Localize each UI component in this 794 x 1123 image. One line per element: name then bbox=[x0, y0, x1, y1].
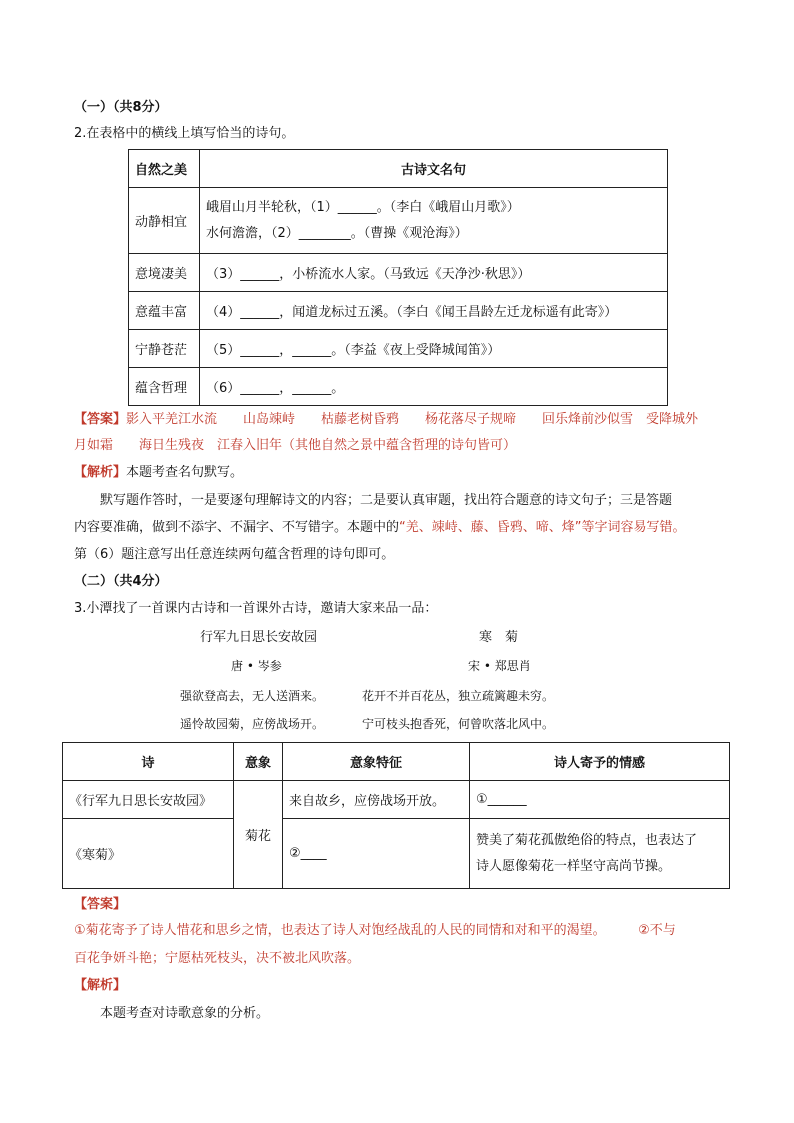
section-header: （一）（共8分） bbox=[74, 100, 168, 115]
table-header-cell: 诗 bbox=[63, 743, 234, 781]
verse-cell: （5）______，______。（李益《夜上受降城闻笛》） bbox=[200, 330, 668, 368]
analysis-label: 【解析】 bbox=[74, 978, 127, 993]
emotion-cell bbox=[470, 819, 730, 889]
answer-line bbox=[74, 408, 698, 427]
table-header-cell: 诗人寄予的情感 bbox=[470, 743, 730, 781]
question-text: 3.小潭找了一首课内古诗和一首课外古诗，邀请大家来品一品： bbox=[74, 601, 438, 616]
image-cell: 菊花 bbox=[234, 781, 283, 889]
table-header-cell: 意象特征 bbox=[283, 743, 470, 781]
answer-text: ①菊花寄予了诗人惜花和思乡之情，也表达了诗人对饱经战乱的人民的同情和对和平的渴望。 ②不与 bbox=[74, 923, 676, 938]
poem-author: 宋 • 郑思肖 bbox=[468, 659, 531, 673]
category-cell: 意蕴丰富 bbox=[129, 292, 200, 330]
table-row bbox=[63, 781, 730, 819]
emotion-line: 诗人愿像菊花一样坚守高尚节操。 bbox=[476, 858, 672, 874]
analysis-text: 本题考查名句默写。 bbox=[126, 465, 244, 480]
analysis-text-part: 第（6）题注意写出任意连续两句蕴含哲理的诗句即可。 bbox=[74, 547, 395, 562]
answer-label: 【答案】 bbox=[74, 412, 127, 427]
poem-name-cell: 《行军九日思长安故园》 bbox=[63, 781, 234, 819]
verse-cell bbox=[200, 188, 668, 254]
analysis-text: 本题考查对诗歌意象的分析。 bbox=[100, 1006, 270, 1021]
section-header: （二）（共4分） bbox=[74, 574, 168, 589]
poem-line: 强欲登高去，无人送酒来。 bbox=[180, 689, 325, 703]
table-row bbox=[63, 819, 730, 889]
verse-cell: （3）______，小桥流水人家。（马致远《天净沙·秋思》） bbox=[200, 254, 668, 292]
answer-text: 百花争妍斗艳；宁愿枯死枝头，决不被北风吹落。 bbox=[74, 951, 361, 966]
question-text: 2.在表格中的横线上填写恰当的诗句。 bbox=[74, 126, 295, 141]
category-cell: 动静相宜 bbox=[129, 188, 200, 254]
poem-author: 唐 • 岑参 bbox=[231, 659, 282, 673]
category-cell: 意境凄美 bbox=[129, 254, 200, 292]
table-header-cell: 意象 bbox=[234, 743, 283, 781]
feature-cell: ②____ bbox=[283, 819, 470, 889]
poetry-fill-table bbox=[128, 149, 668, 406]
table-header-row bbox=[129, 150, 668, 188]
analysis-text: 默写题作答时，一是要逐句理解诗文的内容；二是要认真审题，找出符合题意的诗文句子；三是答题 bbox=[100, 493, 673, 508]
answer-text: 影入平羌江水流 山岛竦峙 枯藤老树昏鸦 杨花落尽子规啼 回乐烽前沙似雪 受降城外 bbox=[126, 412, 699, 427]
table-row bbox=[129, 330, 668, 368]
analysis-text bbox=[74, 543, 394, 562]
analysis-text bbox=[74, 516, 686, 535]
analysis-label: 【解析】 bbox=[74, 465, 127, 480]
answer-label: 【答案】 bbox=[74, 897, 127, 912]
analysis-highlight: “羌、竦峙、藤、昏鸦、啼、烽”等字词容易写错。 bbox=[399, 520, 686, 535]
poem-line: 遥怜故园菊，应傍战场开。 bbox=[180, 717, 325, 731]
verse-line: 峨眉山月半轮秋，（1）______。（李白《峨眉山月歌》） bbox=[206, 199, 520, 215]
verse-cell: （6）______，______。 bbox=[200, 368, 668, 406]
table-header-row bbox=[63, 743, 730, 781]
poem-title: 行军九日思长安故园 bbox=[200, 630, 318, 645]
category-cell: 宁静苍茫 bbox=[129, 330, 200, 368]
feature-cell: 来自故乡，应傍战场开放。 bbox=[283, 781, 470, 819]
table-header-cell: 自然之美 bbox=[129, 150, 200, 188]
table-row bbox=[129, 188, 668, 254]
answer-text: 月如霜 海日生残夜 江春入旧年（其他自然之景中蕴含哲理的诗句皆可） bbox=[74, 438, 517, 453]
imagery-table bbox=[62, 742, 730, 889]
poem-name-cell: 《寒菊》 bbox=[63, 819, 234, 889]
table-row bbox=[129, 292, 668, 330]
emotion-line: 赞美了菊花孤傲绝俗的特点，也表达了 bbox=[476, 832, 698, 848]
analysis-text-part: 内容要准确，做到不添字、不漏字、不写错字。本题中的 bbox=[74, 520, 400, 535]
poem-title: 寒 菊 bbox=[479, 630, 519, 645]
category-cell: 蕴含哲理 bbox=[129, 368, 200, 406]
table-row bbox=[129, 254, 668, 292]
table-header-cell: 古诗文名句 bbox=[200, 150, 668, 188]
emotion-cell: ①______ bbox=[470, 781, 730, 819]
poem-line: 宁可枝头抱香死，何曾吹落北风中。 bbox=[362, 717, 555, 731]
table-row bbox=[129, 368, 668, 406]
verse-line: 水何澹澹，（2）________。（曹操《观沧海》） bbox=[206, 225, 468, 241]
poem-line: 花开不并百花丛，独立疏篱趣未穷。 bbox=[362, 689, 555, 703]
analysis-line bbox=[74, 461, 243, 480]
verse-cell: （4）______，闻道龙标过五溪。（李白《闻王昌龄左迁龙标遥有此寄》） bbox=[200, 292, 668, 330]
